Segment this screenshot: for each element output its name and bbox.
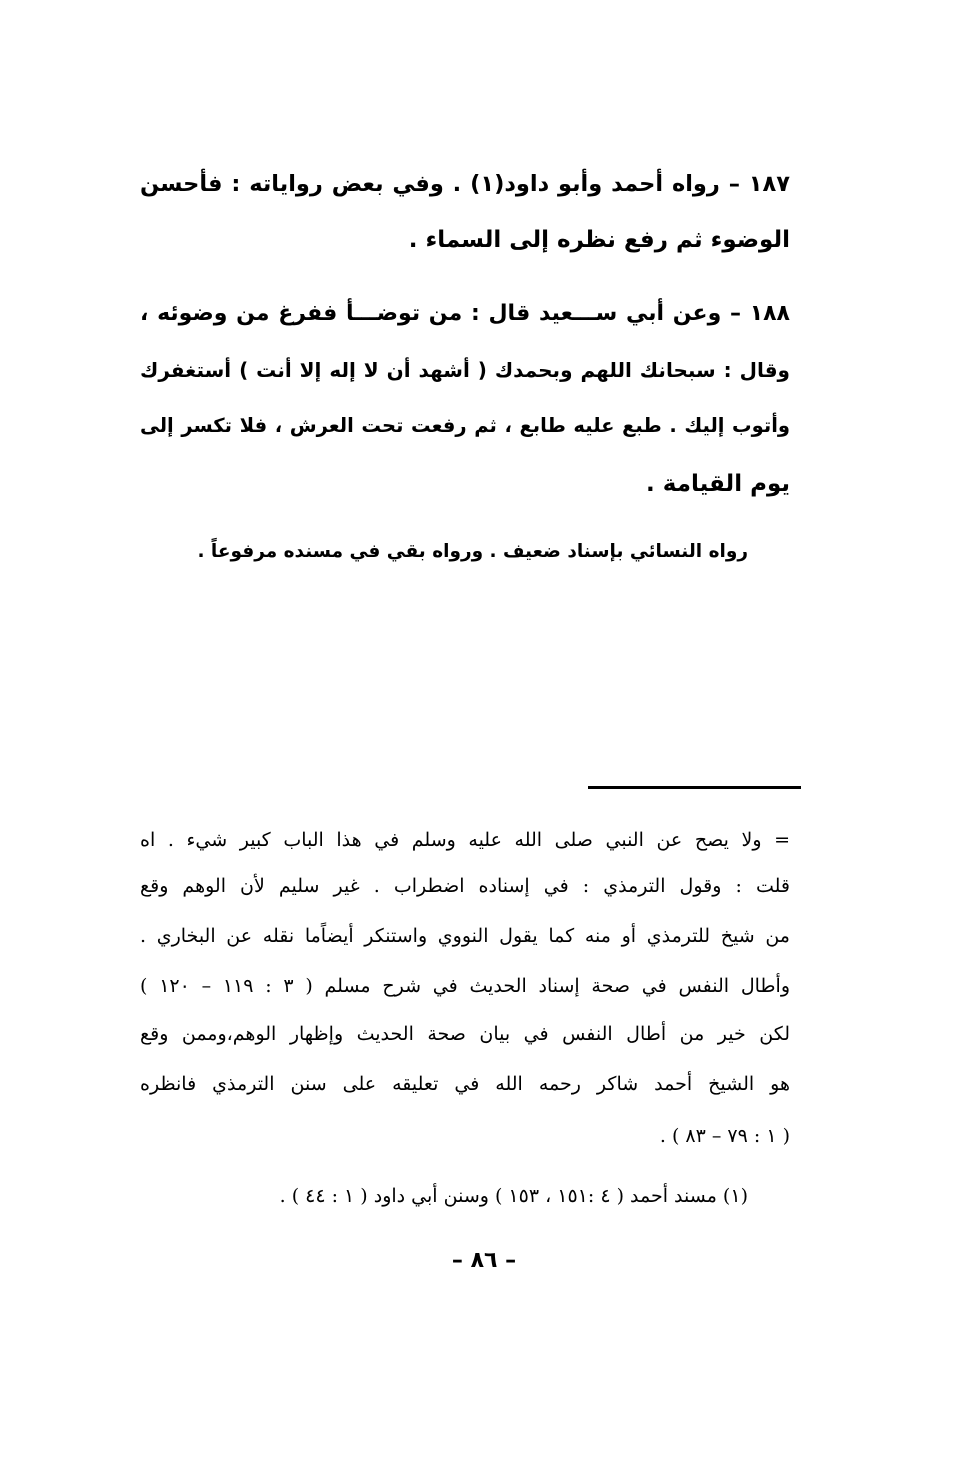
footnote-continuation-line-1: = ولا يصح عن النبي صلى الله عليه وسلم في هذا الباب كبير شيء . اه [140,829,790,851]
footnote-1: (١) مسند أحمد ( ٤ :١٥١ ، ١٥٣ ) وسنن أبي داود ( ١ : ٤٤ ) . [279,1185,748,1207]
hadith-187-line-2: الوضوء ثم رفع نظره إلى السماء . [408,227,790,253]
footnote-continuation-line-7: ( ١ : ٧٩ – ٨٣ ) . [659,1125,790,1147]
hadith-188-source: رواه النسائي بإسناد ضعيف . ورواه بقي في مسنده مرفوعاً . [197,541,748,562]
hadith-188-line-4: يوم القيامة . [646,471,790,497]
hadith-187-line-1: ١٨٧ – رواه أحمد وأبو داود(١) . وفي بعض رواياته : فأحسن [140,171,790,197]
footnote-continuation-line-2: قلت : وقول الترمذي : في إسناده اضطراب . غير سليم لأن الوهم وقع [140,875,790,897]
footnote-continuation-line-5: لكن خير من أطال النفس في بيان صحة الحديث وإظهار الوهم،وممن وقع [140,1023,790,1045]
hadith-188-line-3: وأتوب إليك . طبع عليه طابع ، ثم رفعت تحت العرش ، فلا تكسر إلى [140,414,790,437]
footnote-separator [588,786,801,789]
footnote-continuation-line-6: هو الشيخ أحمد شاكر رحمه الله في تعليقه على سنن الترمذي فانظره [140,1073,790,1095]
hadith-188-line-2: وقال : سبحانك اللهم وبحمدك ( أشهد أن لا إله إلا أنت ) أستغفرك [140,358,790,382]
footnote-continuation-line-3: من شيخ للترمذي أو منه كما يقول النووي واستنكر أيضاًما نقله عن البخاري . [140,925,790,947]
footnote-continuation-line-4: وأطال النفس في صحة إسناد الحديث في شرح مسلم ( ٣ : ١١٩ – ١٢٠ ) [140,975,790,997]
page-number: – ٨٦ – [451,1248,517,1273]
hadith-188-line-1: ١٨٨ – وعن أبي ســـعيد قال : من توضـــأ ففرغ من وضوئه ، [140,301,790,326]
